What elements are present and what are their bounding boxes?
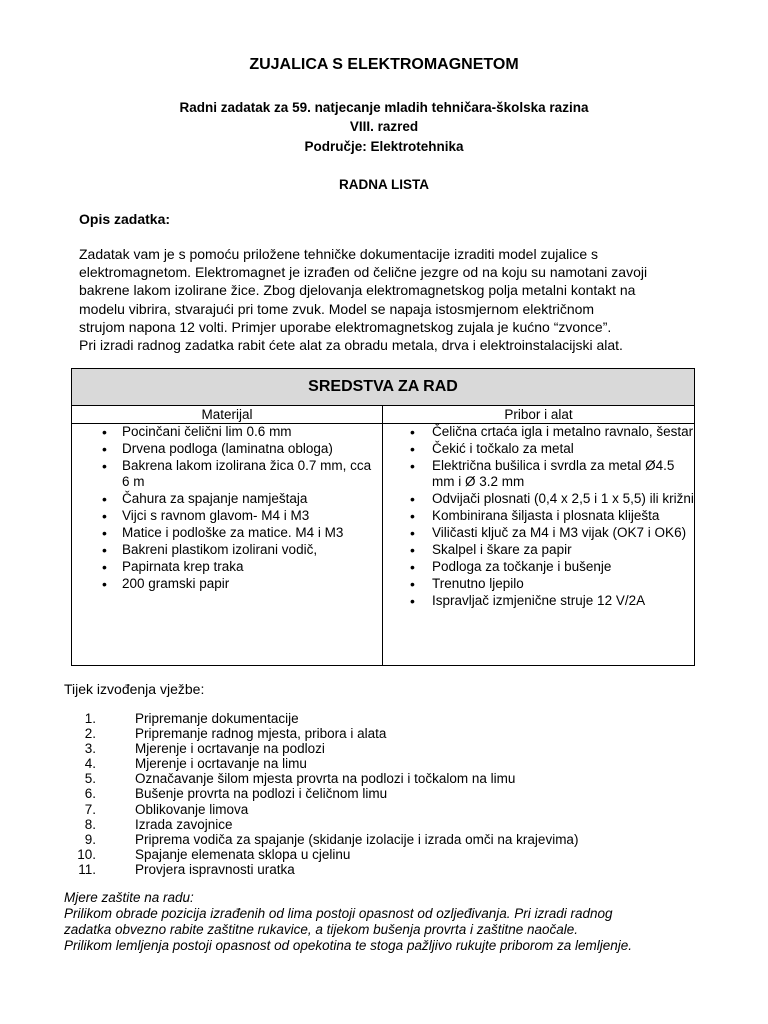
- step-number: 10.: [77, 846, 96, 862]
- tool-item: • Ispravljač izmjenične struje 12 V/2A: [383, 593, 694, 609]
- step-number: 6.: [84, 786, 96, 802]
- procedure-step: [64, 756, 578, 771]
- description-line: Zadatak vam je s pomoću priložene tehničke dokumentacije izraditi model zujalice s: [79, 246, 599, 262]
- step-text: Mjerenje i ocrtavanje na podlozi: [135, 741, 325, 757]
- material-item: • Drvena podloga (laminatna obloga): [72, 441, 382, 457]
- column-header-material: Materijal: [72, 406, 383, 423]
- safety-line: zadatka obvezno rabite zaštitne rukavice, a tijekom bušenja provrta i zaštitne naočale.: [64, 922, 579, 937]
- safety-notes: [64, 890, 714, 954]
- safety-line: Prilikom lemljenja postoji opasnost od opekotina te stoga pažljivo rukujte priborom za lemljenje.: [64, 938, 633, 953]
- tool-item: • Kombinirana šiljasta i plosnata kliješta: [383, 508, 694, 524]
- tool-item: • Čelična crtaća igla i metalno ravnalo, šestar: [383, 424, 694, 440]
- tool-item: • Odvijači plosnati (0,4 x 2,5 i 1 x 5,5) ili križni: [383, 491, 694, 507]
- procedure-step: [64, 741, 578, 756]
- description-heading: Opis zadatka:: [79, 211, 171, 227]
- step-text: Pripremanje dokumentacije: [135, 711, 299, 726]
- procedure-step: [64, 817, 578, 832]
- step-text: Spajanje elemenata sklopa u cjelinu: [135, 846, 351, 862]
- safety-heading: Mjere zaštite na radu:: [64, 890, 194, 905]
- procedure-step: [64, 786, 578, 801]
- tool-item: • Čekić i točkalo za metal: [383, 441, 694, 457]
- tools-table-column-headers: [72, 406, 694, 424]
- tool-item: • Viličasti ključ za M4 i M3 vijak (OK7 i OK6): [383, 525, 694, 541]
- step-text: Izrada zavojnice: [135, 816, 233, 832]
- step-number: 4.: [84, 756, 96, 772]
- tool-item: • Električna bušilica i svrdla za metal Ø4.5 mm i Ø 3.2 mm: [383, 458, 694, 490]
- step-number: 5.: [84, 771, 96, 787]
- procedure-step: [64, 847, 578, 862]
- material-item: • Čahura za spajanje namještaja: [72, 491, 382, 507]
- step-number: 11.: [78, 861, 96, 877]
- tools-table: [71, 368, 695, 666]
- materials-cell: [72, 424, 383, 666]
- step-text: Provjera ispravnosti uratka: [135, 861, 295, 877]
- step-number: 2.: [84, 726, 96, 742]
- step-text: Pripremanje radnog mjesta, pribora i alata: [135, 726, 387, 742]
- step-text: Oblikovanje limova: [135, 801, 249, 817]
- material-item: • Bakrena lakom izolirana žica 0.7 mm, cca 6 m: [72, 458, 382, 490]
- material-item: • Papirnata krep traka: [72, 559, 382, 575]
- description-line: bakrene lakom izolirane žice. Zbog djelovanja elektromagnetskog polja metalni kontakt na: [79, 282, 636, 299]
- tools-table-heading: SREDSTVA ZA RAD: [72, 369, 694, 406]
- material-item: • 200 gramski papir: [72, 576, 382, 592]
- material-item: • Pocinčani čelični lim 0.6 mm: [72, 424, 382, 440]
- procedure-step: [64, 802, 578, 817]
- safety-line: Prilikom obrade pozicija izrađenih od lima postoji opasnost od ozljeđivanja. Pri izradi radnog: [64, 906, 613, 921]
- description-line: Pri izradi radnog zadatka rabit ćete alat za obradu metala, drva i elektroinstalacijski alat.: [79, 337, 623, 354]
- step-text: Bušenje provrta na podlozi i čeličnom limu: [135, 786, 388, 802]
- step-text: Priprema vodiča za spajanje (skidanje izolacije i izrada omči na krajevima): [135, 831, 579, 847]
- procedure-step: [64, 862, 578, 877]
- procedure-step: [64, 711, 578, 726]
- description-line: elektromagnetom. Elektromagnet je izrađen od čelične jezgre od na koju su namotani zavoji: [79, 264, 648, 281]
- step-text: Označavanje šilom mjesta provrta na podlozi i točkalom na limu: [135, 771, 516, 787]
- document-title: ZUJALICA S ELEKTROMAGNETOM: [249, 56, 519, 73]
- material-item: • Matice i podloške za matice. M4 i M3: [72, 525, 382, 541]
- procedure-step: [64, 726, 578, 741]
- procedure-step: [64, 832, 578, 847]
- tools-table-body: [72, 424, 694, 666]
- description-paragraph: [79, 245, 699, 354]
- description-line: strujom napona 12 volti. Primjer uporabe elektromagnetskog zujala je kućno “zvonce”.: [79, 318, 612, 335]
- grade-line: VIII. razred: [349, 119, 419, 134]
- step-number: 9.: [84, 831, 96, 847]
- column-header-tools: Pribor i alat: [504, 407, 573, 422]
- step-text: Mjerenje i ocrtavanje na limu: [135, 756, 307, 772]
- tool-item: • Trenutno ljepilo: [383, 576, 694, 592]
- step-number: 8.: [84, 816, 96, 832]
- tools-cell: [383, 424, 694, 666]
- materials-list: [72, 424, 382, 592]
- tools-list: [383, 424, 694, 609]
- procedure-step: [64, 771, 578, 786]
- sheet-label: RADNA LISTA: [339, 177, 429, 192]
- step-number: 7.: [84, 801, 96, 817]
- tool-item: • Skalpel i škare za papir: [383, 542, 694, 558]
- material-item: • Vijci s ravnom glavom- M4 i M3: [72, 508, 382, 524]
- step-number: 1.: [84, 711, 96, 726]
- material-item: • Bakreni plastikom izolirani vodič,: [72, 542, 382, 558]
- tool-item: • Podloga za točkanje i bušenje: [383, 559, 694, 575]
- step-number: 3.: [84, 741, 96, 757]
- area-line: Područje: Elektrotehnika: [304, 139, 464, 154]
- competition-line: Radni zadatak za 59. natjecanje mladih tehničara-školska razina: [179, 100, 589, 115]
- procedure-heading: Tijek izvođenja vježbe:: [64, 681, 205, 697]
- description-line: modelu vibrira, stvarajući pri tome zvuk. Model se napaja istosmjernom električnom: [79, 300, 595, 317]
- procedure-steps: [64, 711, 578, 877]
